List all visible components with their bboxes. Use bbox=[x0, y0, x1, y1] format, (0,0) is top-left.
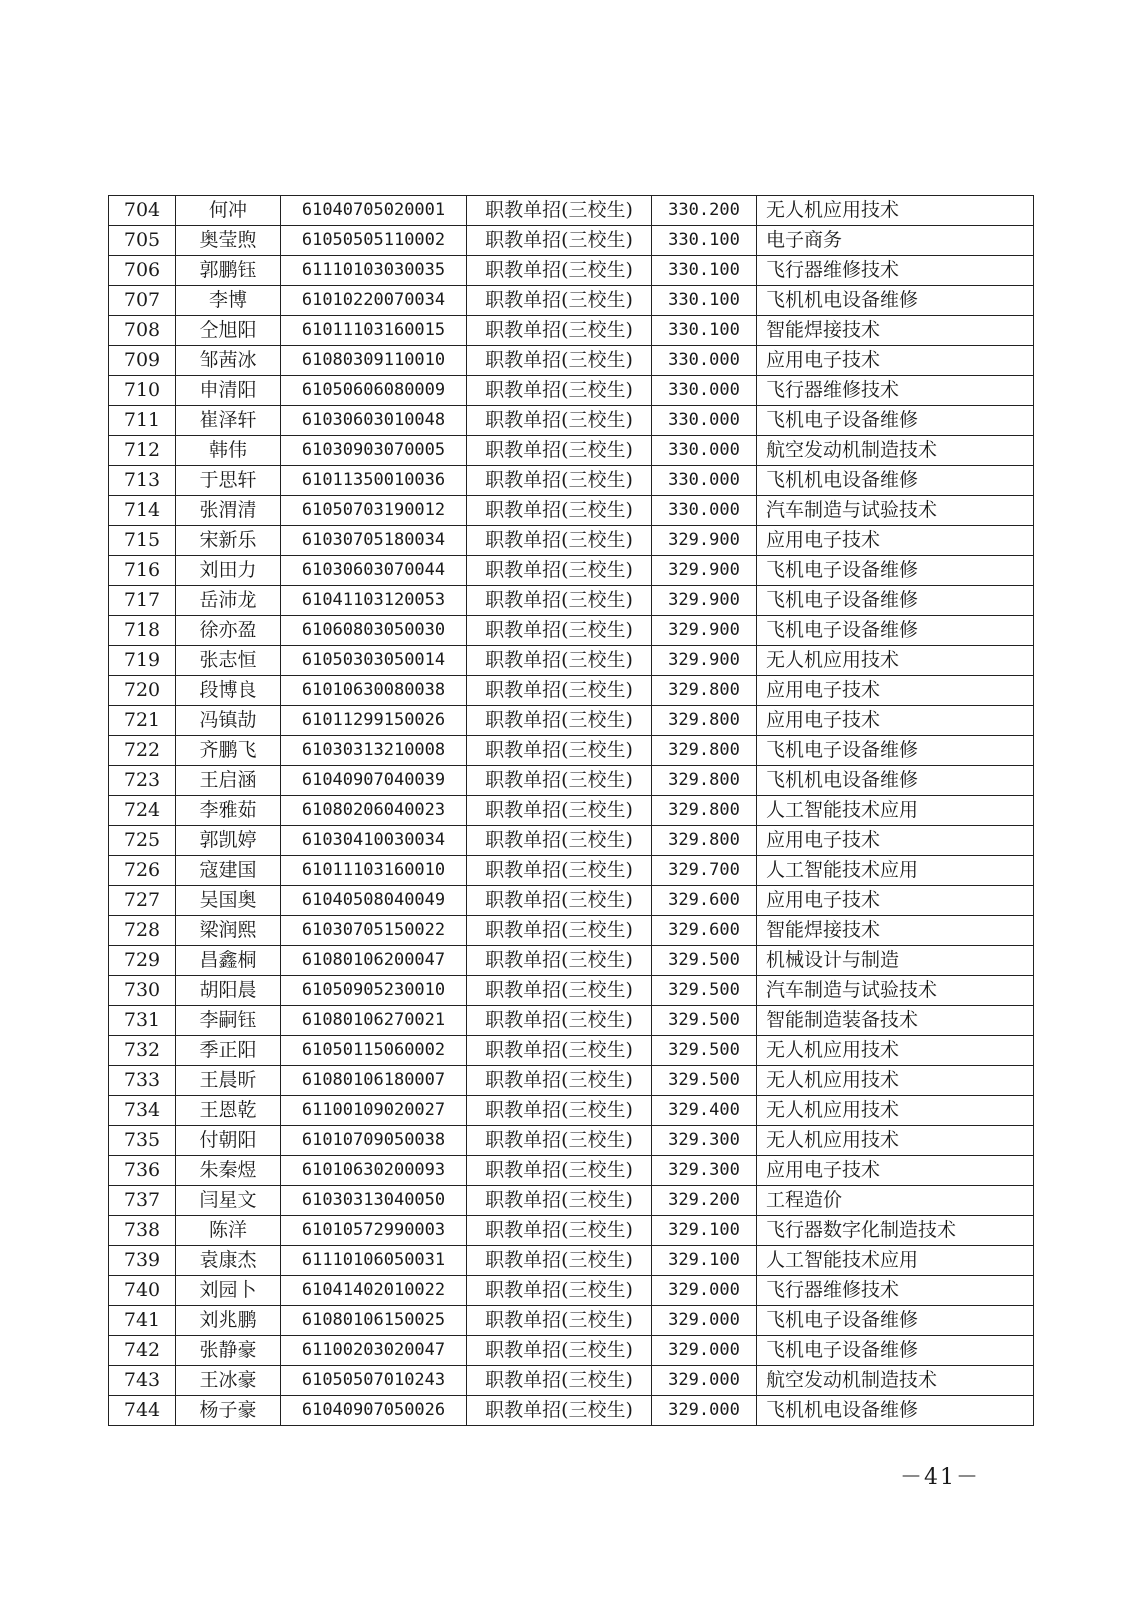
exam-id-cell: 61030903070005 bbox=[281, 436, 467, 466]
admission-type-cell: 职教单招(三校生) bbox=[467, 226, 652, 256]
exam-id-cell: 61010572990003 bbox=[281, 1216, 467, 1246]
score-cell: 329.900 bbox=[652, 646, 757, 676]
admission-type-cell: 职教单招(三校生) bbox=[467, 346, 652, 376]
admission-type-cell: 职教单招(三校生) bbox=[467, 406, 652, 436]
exam-id-cell: 61100203020047 bbox=[281, 1336, 467, 1366]
table-row bbox=[109, 976, 1034, 1006]
score-cell: 330.000 bbox=[652, 406, 757, 436]
row-number-cell: 724 bbox=[109, 796, 176, 826]
row-number-cell: 721 bbox=[109, 706, 176, 736]
admission-type-cell: 职教单招(三校生) bbox=[467, 646, 652, 676]
admission-type-cell: 职教单招(三校生) bbox=[467, 1276, 652, 1306]
row-number-cell: 715 bbox=[109, 526, 176, 556]
exam-id-cell: 61080106200047 bbox=[281, 946, 467, 976]
score-cell: 329.300 bbox=[652, 1126, 757, 1156]
table-row bbox=[109, 646, 1034, 676]
exam-id-cell: 61050303050014 bbox=[281, 646, 467, 676]
name-cell: 季正阳 bbox=[176, 1036, 281, 1066]
row-number-cell: 710 bbox=[109, 376, 176, 406]
score-cell: 329.100 bbox=[652, 1216, 757, 1246]
admission-table bbox=[108, 195, 1034, 1426]
exam-id-cell: 61030603070044 bbox=[281, 556, 467, 586]
admission-type-cell: 职教单招(三校生) bbox=[467, 1336, 652, 1366]
table-row bbox=[109, 946, 1034, 976]
score-cell: 329.500 bbox=[652, 976, 757, 1006]
admission-type-cell: 职教单招(三校生) bbox=[467, 766, 652, 796]
major-cell: 飞机电子设备维修 bbox=[757, 1336, 1034, 1366]
score-cell: 330.100 bbox=[652, 256, 757, 286]
row-number-cell: 743 bbox=[109, 1366, 176, 1396]
major-cell: 应用电子技术 bbox=[757, 676, 1034, 706]
score-cell: 330.100 bbox=[652, 226, 757, 256]
exam-id-cell: 61040508040049 bbox=[281, 886, 467, 916]
name-cell: 付朝阳 bbox=[176, 1126, 281, 1156]
exam-id-cell: 61080106150025 bbox=[281, 1306, 467, 1336]
exam-id-cell: 61010630080038 bbox=[281, 676, 467, 706]
row-number-cell: 722 bbox=[109, 736, 176, 766]
row-number-cell: 728 bbox=[109, 916, 176, 946]
score-cell: 329.900 bbox=[652, 556, 757, 586]
admission-type-cell: 职教单招(三校生) bbox=[467, 436, 652, 466]
name-cell: 杨子豪 bbox=[176, 1396, 281, 1426]
major-cell: 应用电子技术 bbox=[757, 346, 1034, 376]
score-cell: 330.200 bbox=[652, 196, 757, 226]
score-cell: 329.800 bbox=[652, 826, 757, 856]
admission-type-cell: 职教单招(三校生) bbox=[467, 796, 652, 826]
name-cell: 郭凯婷 bbox=[176, 826, 281, 856]
major-cell: 智能焊接技术 bbox=[757, 316, 1034, 346]
major-cell: 智能焊接技术 bbox=[757, 916, 1034, 946]
name-cell: 张志恒 bbox=[176, 646, 281, 676]
table-row bbox=[109, 1186, 1034, 1216]
major-cell: 人工智能技术应用 bbox=[757, 856, 1034, 886]
name-cell: 李嗣钰 bbox=[176, 1006, 281, 1036]
admission-type-cell: 职教单招(三校生) bbox=[467, 916, 652, 946]
major-cell: 无人机应用技术 bbox=[757, 1036, 1034, 1066]
exam-id-cell: 61030410030034 bbox=[281, 826, 467, 856]
major-cell: 无人机应用技术 bbox=[757, 646, 1034, 676]
score-cell: 330.000 bbox=[652, 346, 757, 376]
row-number-cell: 737 bbox=[109, 1186, 176, 1216]
major-cell: 飞行器数字化制造技术 bbox=[757, 1216, 1034, 1246]
table-row bbox=[109, 376, 1034, 406]
major-cell: 飞机机电设备维修 bbox=[757, 286, 1034, 316]
name-cell: 于思轩 bbox=[176, 466, 281, 496]
name-cell: 郭鹏钰 bbox=[176, 256, 281, 286]
name-cell: 冯镇劼 bbox=[176, 706, 281, 736]
score-cell: 329.600 bbox=[652, 886, 757, 916]
name-cell: 李雅茹 bbox=[176, 796, 281, 826]
exam-id-cell: 61010709050038 bbox=[281, 1126, 467, 1156]
admission-type-cell: 职教单招(三校生) bbox=[467, 1036, 652, 1066]
exam-id-cell: 61010220070034 bbox=[281, 286, 467, 316]
name-cell: 刘田力 bbox=[176, 556, 281, 586]
exam-id-cell: 61040705020001 bbox=[281, 196, 467, 226]
name-cell: 吴国奥 bbox=[176, 886, 281, 916]
admission-type-cell: 职教单招(三校生) bbox=[467, 316, 652, 346]
exam-id-cell: 61040907040039 bbox=[281, 766, 467, 796]
table-row bbox=[109, 796, 1034, 826]
score-cell: 329.500 bbox=[652, 1036, 757, 1066]
row-number-cell: 734 bbox=[109, 1096, 176, 1126]
exam-id-cell: 61050703190012 bbox=[281, 496, 467, 526]
score-cell: 329.800 bbox=[652, 766, 757, 796]
admission-type-cell: 职教单招(三校生) bbox=[467, 1156, 652, 1186]
exam-id-cell: 61050606080009 bbox=[281, 376, 467, 406]
row-number-cell: 739 bbox=[109, 1246, 176, 1276]
score-cell: 329.400 bbox=[652, 1096, 757, 1126]
table-row bbox=[109, 1096, 1034, 1126]
exam-id-cell: 61100109020027 bbox=[281, 1096, 467, 1126]
row-number-cell: 736 bbox=[109, 1156, 176, 1186]
admission-type-cell: 职教单招(三校生) bbox=[467, 196, 652, 226]
table-row bbox=[109, 1246, 1034, 1276]
major-cell: 汽车制造与试验技术 bbox=[757, 976, 1034, 1006]
name-cell: 张静豪 bbox=[176, 1336, 281, 1366]
row-number-cell: 713 bbox=[109, 466, 176, 496]
admission-type-cell: 职教单招(三校生) bbox=[467, 586, 652, 616]
table-row bbox=[109, 1066, 1034, 1096]
admission-type-cell: 职教单招(三校生) bbox=[467, 736, 652, 766]
name-cell: 闫星文 bbox=[176, 1186, 281, 1216]
score-cell: 330.000 bbox=[652, 496, 757, 526]
row-number-cell: 732 bbox=[109, 1036, 176, 1066]
name-cell: 寇建国 bbox=[176, 856, 281, 886]
exam-id-cell: 61080106270021 bbox=[281, 1006, 467, 1036]
score-cell: 330.100 bbox=[652, 286, 757, 316]
score-cell: 329.900 bbox=[652, 616, 757, 646]
major-cell: 无人机应用技术 bbox=[757, 196, 1034, 226]
table-row bbox=[109, 436, 1034, 466]
row-number-cell: 726 bbox=[109, 856, 176, 886]
exam-id-cell: 61050505110002 bbox=[281, 226, 467, 256]
score-cell: 330.000 bbox=[652, 376, 757, 406]
name-cell: 齐鹏飞 bbox=[176, 736, 281, 766]
major-cell: 智能制造装备技术 bbox=[757, 1006, 1034, 1036]
score-cell: 329.100 bbox=[652, 1246, 757, 1276]
table-row bbox=[109, 526, 1034, 556]
name-cell: 王恩乾 bbox=[176, 1096, 281, 1126]
major-cell: 机械设计与制造 bbox=[757, 946, 1034, 976]
table-row bbox=[109, 556, 1034, 586]
major-cell: 应用电子技术 bbox=[757, 706, 1034, 736]
admission-type-cell: 职教单招(三校生) bbox=[467, 886, 652, 916]
row-number-cell: 714 bbox=[109, 496, 176, 526]
row-number-cell: 742 bbox=[109, 1336, 176, 1366]
exam-id-cell: 61110106050031 bbox=[281, 1246, 467, 1276]
name-cell: 何冲 bbox=[176, 196, 281, 226]
exam-id-cell: 61030603010048 bbox=[281, 406, 467, 436]
table-row bbox=[109, 916, 1034, 946]
row-number-cell: 741 bbox=[109, 1306, 176, 1336]
major-cell: 无人机应用技术 bbox=[757, 1066, 1034, 1096]
major-cell: 人工智能技术应用 bbox=[757, 796, 1034, 826]
score-cell: 329.000 bbox=[652, 1396, 757, 1426]
major-cell: 飞机电子设备维修 bbox=[757, 1306, 1034, 1336]
name-cell: 李博 bbox=[176, 286, 281, 316]
admission-type-cell: 职教单招(三校生) bbox=[467, 1066, 652, 1096]
exam-id-cell: 61041103120053 bbox=[281, 586, 467, 616]
major-cell: 航空发动机制造技术 bbox=[757, 436, 1034, 466]
name-cell: 韩伟 bbox=[176, 436, 281, 466]
name-cell: 宋新乐 bbox=[176, 526, 281, 556]
table-row bbox=[109, 286, 1034, 316]
table-row bbox=[109, 256, 1034, 286]
major-cell: 飞机电子设备维修 bbox=[757, 616, 1034, 646]
name-cell: 崔泽轩 bbox=[176, 406, 281, 436]
major-cell: 飞机电子设备维修 bbox=[757, 406, 1034, 436]
exam-id-cell: 61050507010243 bbox=[281, 1366, 467, 1396]
major-cell: 人工智能技术应用 bbox=[757, 1246, 1034, 1276]
score-cell: 329.300 bbox=[652, 1156, 757, 1186]
row-number-cell: 730 bbox=[109, 976, 176, 1006]
admission-type-cell: 职教单招(三校生) bbox=[467, 1396, 652, 1426]
admission-type-cell: 职教单招(三校生) bbox=[467, 466, 652, 496]
major-cell: 无人机应用技术 bbox=[757, 1126, 1034, 1156]
table-row bbox=[109, 736, 1034, 766]
major-cell: 飞机电子设备维修 bbox=[757, 736, 1034, 766]
row-number-cell: 720 bbox=[109, 676, 176, 706]
name-cell: 梁润熙 bbox=[176, 916, 281, 946]
table-row bbox=[109, 706, 1034, 736]
exam-id-cell: 61080106180007 bbox=[281, 1066, 467, 1096]
name-cell: 胡阳晨 bbox=[176, 976, 281, 1006]
major-cell: 应用电子技术 bbox=[757, 526, 1034, 556]
major-cell: 飞行器维修技术 bbox=[757, 376, 1034, 406]
exam-id-cell: 61010630200093 bbox=[281, 1156, 467, 1186]
score-cell: 329.800 bbox=[652, 676, 757, 706]
table-row bbox=[109, 1126, 1034, 1156]
major-cell: 飞机电子设备维修 bbox=[757, 586, 1034, 616]
name-cell: 刘兆鹏 bbox=[176, 1306, 281, 1336]
table-row bbox=[109, 226, 1034, 256]
exam-id-cell: 61011299150026 bbox=[281, 706, 467, 736]
table-row bbox=[109, 766, 1034, 796]
row-number-cell: 718 bbox=[109, 616, 176, 646]
score-cell: 330.100 bbox=[652, 316, 757, 346]
major-cell: 飞机电子设备维修 bbox=[757, 556, 1034, 586]
exam-id-cell: 61011350010036 bbox=[281, 466, 467, 496]
score-cell: 329.500 bbox=[652, 946, 757, 976]
row-number-cell: 716 bbox=[109, 556, 176, 586]
name-cell: 仝旭阳 bbox=[176, 316, 281, 346]
name-cell: 王晨昕 bbox=[176, 1066, 281, 1096]
table-row bbox=[109, 616, 1034, 646]
major-cell: 汽车制造与试验技术 bbox=[757, 496, 1034, 526]
table-row bbox=[109, 1366, 1034, 1396]
row-number-cell: 725 bbox=[109, 826, 176, 856]
name-cell: 邹茜冰 bbox=[176, 346, 281, 376]
major-cell: 工程造价 bbox=[757, 1186, 1034, 1216]
major-cell: 电子商务 bbox=[757, 226, 1034, 256]
exam-id-cell: 61060803050030 bbox=[281, 616, 467, 646]
score-cell: 329.700 bbox=[652, 856, 757, 886]
admission-type-cell: 职教单招(三校生) bbox=[467, 556, 652, 586]
score-cell: 329.000 bbox=[652, 1276, 757, 1306]
row-number-cell: 723 bbox=[109, 766, 176, 796]
admission-type-cell: 职教单招(三校生) bbox=[467, 496, 652, 526]
row-number-cell: 738 bbox=[109, 1216, 176, 1246]
score-cell: 330.000 bbox=[652, 436, 757, 466]
table-row bbox=[109, 856, 1034, 886]
admission-type-cell: 职教单招(三校生) bbox=[467, 616, 652, 646]
name-cell: 朱秦煜 bbox=[176, 1156, 281, 1186]
score-cell: 329.000 bbox=[652, 1336, 757, 1366]
score-cell: 329.800 bbox=[652, 796, 757, 826]
name-cell: 王启涵 bbox=[176, 766, 281, 796]
major-cell: 飞机机电设备维修 bbox=[757, 1396, 1034, 1426]
score-cell: 329.000 bbox=[652, 1306, 757, 1336]
exam-id-cell: 61040907050026 bbox=[281, 1396, 467, 1426]
admission-type-cell: 职教单招(三校生) bbox=[467, 286, 652, 316]
table-row bbox=[109, 1156, 1034, 1186]
row-number-cell: 717 bbox=[109, 586, 176, 616]
score-cell: 329.800 bbox=[652, 736, 757, 766]
table-row bbox=[109, 826, 1034, 856]
row-number-cell: 712 bbox=[109, 436, 176, 466]
table-row bbox=[109, 1006, 1034, 1036]
table-row bbox=[109, 1216, 1034, 1246]
exam-id-cell: 61050905230010 bbox=[281, 976, 467, 1006]
major-cell: 无人机应用技术 bbox=[757, 1096, 1034, 1126]
table-row bbox=[109, 1306, 1034, 1336]
row-number-cell: 708 bbox=[109, 316, 176, 346]
exam-id-cell: 61030313040050 bbox=[281, 1186, 467, 1216]
admission-type-cell: 职教单招(三校生) bbox=[467, 706, 652, 736]
row-number-cell: 740 bbox=[109, 1276, 176, 1306]
admission-type-cell: 职教单招(三校生) bbox=[467, 1126, 652, 1156]
table-row bbox=[109, 886, 1034, 916]
admission-type-cell: 职教单招(三校生) bbox=[467, 1306, 652, 1336]
major-cell: 飞机机电设备维修 bbox=[757, 766, 1034, 796]
row-number-cell: 744 bbox=[109, 1396, 176, 1426]
admission-type-cell: 职教单招(三校生) bbox=[467, 256, 652, 286]
name-cell: 陈洋 bbox=[176, 1216, 281, 1246]
score-cell: 329.600 bbox=[652, 916, 757, 946]
admission-type-cell: 职教单招(三校生) bbox=[467, 946, 652, 976]
major-cell: 飞机机电设备维修 bbox=[757, 466, 1034, 496]
exam-id-cell: 61050115060002 bbox=[281, 1036, 467, 1066]
exam-id-cell: 61041402010022 bbox=[281, 1276, 467, 1306]
admission-type-cell: 职教单招(三校生) bbox=[467, 976, 652, 1006]
admission-type-cell: 职教单招(三校生) bbox=[467, 526, 652, 556]
exam-id-cell: 61030313210008 bbox=[281, 736, 467, 766]
row-number-cell: 711 bbox=[109, 406, 176, 436]
admission-type-cell: 职教单招(三校生) bbox=[467, 1216, 652, 1246]
score-cell: 330.000 bbox=[652, 466, 757, 496]
exam-id-cell: 61080206040023 bbox=[281, 796, 467, 826]
row-number-cell: 706 bbox=[109, 256, 176, 286]
exam-id-cell: 61011103160010 bbox=[281, 856, 467, 886]
name-cell: 徐亦盈 bbox=[176, 616, 281, 646]
exam-id-cell: 61080309110010 bbox=[281, 346, 467, 376]
name-cell: 刘园卜 bbox=[176, 1276, 281, 1306]
name-cell: 袁康杰 bbox=[176, 1246, 281, 1276]
exam-id-cell: 61030705150022 bbox=[281, 916, 467, 946]
admission-type-cell: 职教单招(三校生) bbox=[467, 676, 652, 706]
major-cell: 应用电子技术 bbox=[757, 1156, 1034, 1186]
table-body bbox=[109, 196, 1034, 1426]
score-cell: 329.900 bbox=[652, 526, 757, 556]
score-cell: 329.900 bbox=[652, 586, 757, 616]
table-row bbox=[109, 1036, 1034, 1066]
score-cell: 329.000 bbox=[652, 1366, 757, 1396]
exam-id-cell: 61110103030035 bbox=[281, 256, 467, 286]
score-cell: 329.800 bbox=[652, 706, 757, 736]
row-number-cell: 733 bbox=[109, 1066, 176, 1096]
table-row bbox=[109, 346, 1034, 376]
row-number-cell: 707 bbox=[109, 286, 176, 316]
table-row bbox=[109, 1396, 1034, 1426]
major-cell: 飞行器维修技术 bbox=[757, 1276, 1034, 1306]
admission-type-cell: 职教单招(三校生) bbox=[467, 856, 652, 886]
major-cell: 飞行器维修技术 bbox=[757, 256, 1034, 286]
score-cell: 329.500 bbox=[652, 1006, 757, 1036]
table-row bbox=[109, 676, 1034, 706]
row-number-cell: 735 bbox=[109, 1126, 176, 1156]
exam-id-cell: 61011103160015 bbox=[281, 316, 467, 346]
page-number: －41－ bbox=[900, 1465, 980, 1490]
table-row bbox=[109, 406, 1034, 436]
table-row bbox=[109, 196, 1034, 226]
row-number-cell: 705 bbox=[109, 226, 176, 256]
table-row bbox=[109, 1336, 1034, 1366]
admission-type-cell: 职教单招(三校生) bbox=[467, 1096, 652, 1126]
admission-type-cell: 职教单招(三校生) bbox=[467, 1366, 652, 1396]
major-cell: 应用电子技术 bbox=[757, 826, 1034, 856]
row-number-cell: 729 bbox=[109, 946, 176, 976]
admission-type-cell: 职教单招(三校生) bbox=[467, 826, 652, 856]
row-number-cell: 719 bbox=[109, 646, 176, 676]
row-number-cell: 709 bbox=[109, 346, 176, 376]
row-number-cell: 731 bbox=[109, 1006, 176, 1036]
score-cell: 329.500 bbox=[652, 1066, 757, 1096]
major-cell: 应用电子技术 bbox=[757, 886, 1034, 916]
name-cell: 王冰豪 bbox=[176, 1366, 281, 1396]
table-row bbox=[109, 1276, 1034, 1306]
row-number-cell: 727 bbox=[109, 886, 176, 916]
name-cell: 昌鑫桐 bbox=[176, 946, 281, 976]
admission-type-cell: 职教单招(三校生) bbox=[467, 1186, 652, 1216]
name-cell: 张渭清 bbox=[176, 496, 281, 526]
admission-type-cell: 职教单招(三校生) bbox=[467, 1006, 652, 1036]
admission-type-cell: 职教单招(三校生) bbox=[467, 376, 652, 406]
admission-type-cell: 职教单招(三校生) bbox=[467, 1246, 652, 1276]
table-row bbox=[109, 586, 1034, 616]
score-cell: 329.200 bbox=[652, 1186, 757, 1216]
name-cell: 岳沛龙 bbox=[176, 586, 281, 616]
name-cell: 段博良 bbox=[176, 676, 281, 706]
major-cell: 航空发动机制造技术 bbox=[757, 1366, 1034, 1396]
name-cell: 奥莹煦 bbox=[176, 226, 281, 256]
exam-id-cell: 61030705180034 bbox=[281, 526, 467, 556]
row-number-cell: 704 bbox=[109, 196, 176, 226]
table-row bbox=[109, 466, 1034, 496]
name-cell: 申清阳 bbox=[176, 376, 281, 406]
table-row bbox=[109, 496, 1034, 526]
table-row bbox=[109, 316, 1034, 346]
